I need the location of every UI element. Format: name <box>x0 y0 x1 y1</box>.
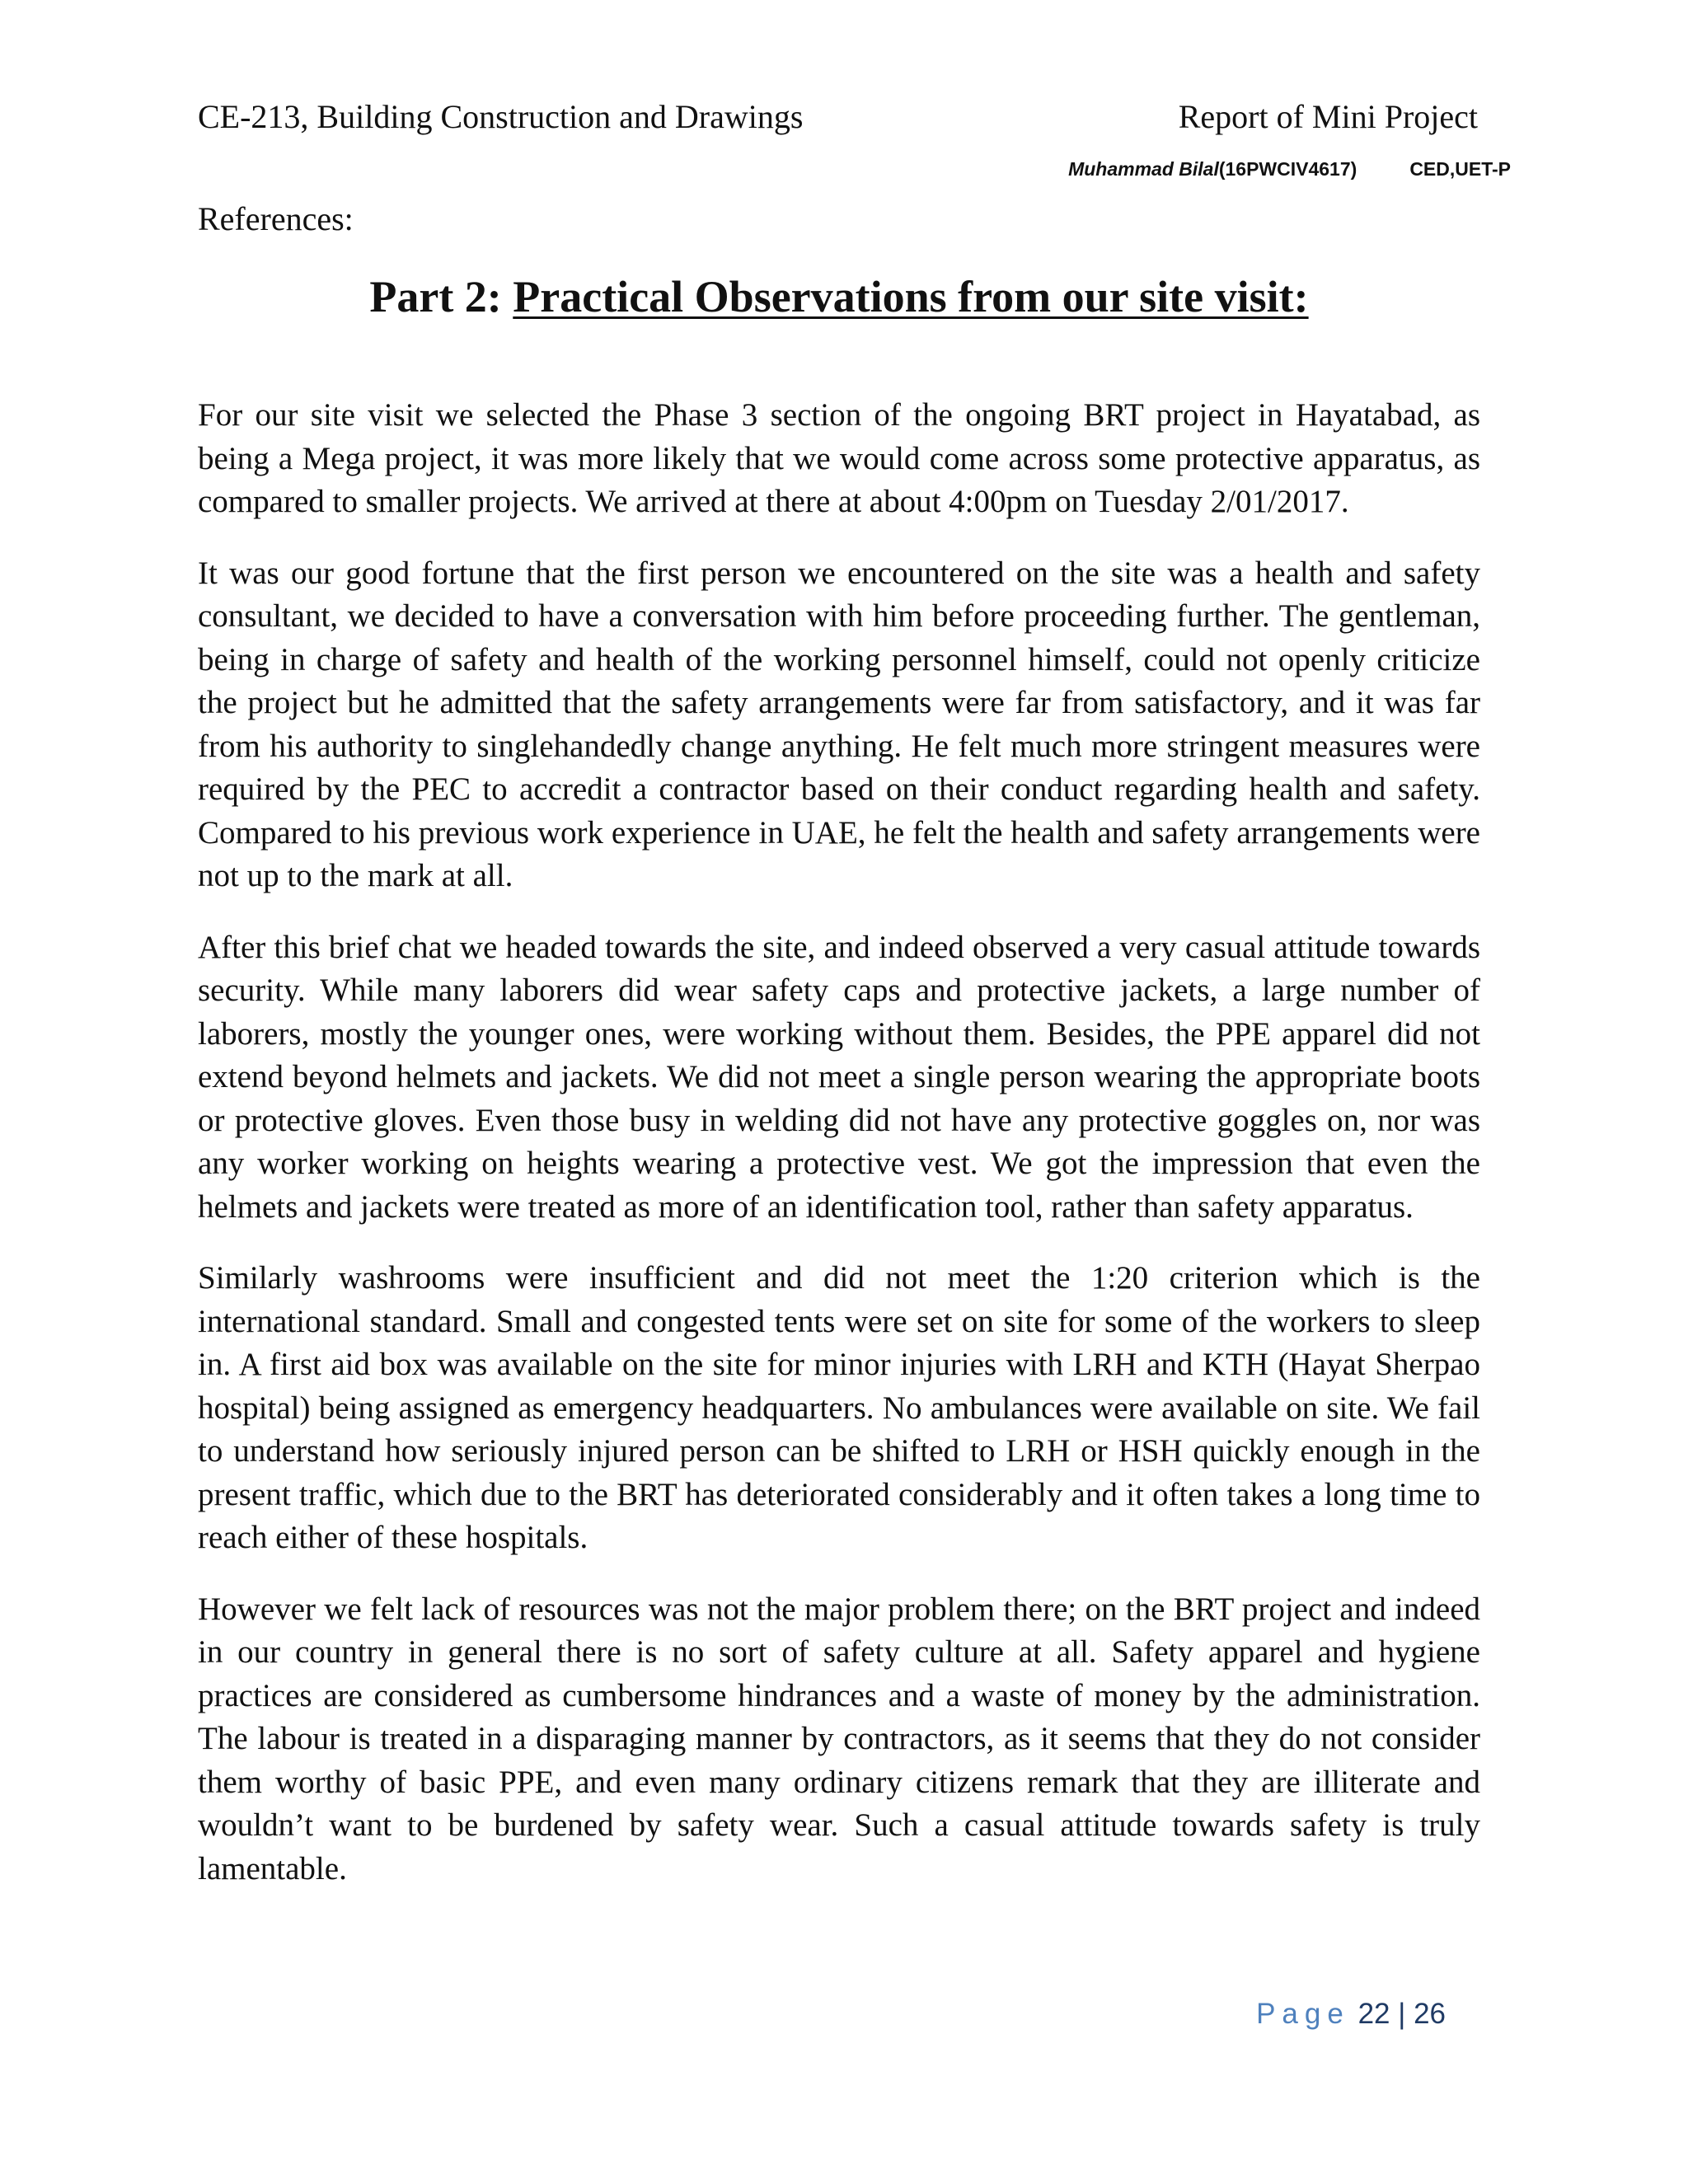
author-line <box>1068 157 1511 181</box>
body-text <box>198 394 1480 1919</box>
department: CED,UET-P <box>1409 158 1511 180</box>
section-title-main: Practical Observations from our site visit: <box>513 272 1309 321</box>
current-page: 22 <box>1357 1998 1390 2030</box>
page-number-footer <box>1256 1996 1446 2032</box>
paragraph: Similarly washrooms were insufficient and did not meet the 1:20 criterion which is the international standard. Small and congested tents were set on site for some of the workers to sleep in. A first aid box was available on the site for minor injuries with LRH and KTH (Hayat Sherpao hospital) being assigned as emergency headquarters. No ambulances were available on site. We fail to understand how seriously injured person can be shifted to LRH or HSH quickly enough in the present traffic, which due to the BRT has deteriorated considerably and it often takes a long time to reach either of these hospitals. <box>198 1260 1480 1555</box>
paragraph: However we felt lack of resources was not the major problem there; on the BRT project and indeed in our country in general there is no sort of safety culture at all. Safety apparel and hygiene practices are considered as cumbersome hindrances and a waste of money by the administration. The labour is treated in a disparaging manner by contractors, as it seems that they do not consider them worthy of basic PPE, and even many ordinary citizens remark that they are illiterate and wouldn’t want to be burdened by safety wear. Such a casual attitude towards safety is truly lamentable. <box>198 1591 1480 1886</box>
total-pages: 26 <box>1414 1998 1446 2030</box>
paragraph: After this brief chat we headed towards the site, and indeed observed a very casual attitude towards security. While many laborers did wear safety caps and protective jackets, a large number of laborers, mostly the younger ones, were working without them. Besides, the PPE apparel did not extend beyond helmets and jackets. We did not meet a single person wearing the appropriate boots or protective gloves. Even those busy in welding did not have any protective goggles on, nor was any worker working on heights wearing a protective vest. We got the impression that even the helmets and jackets were treated as more of an identification tool, rather than safety apparatus. <box>198 929 1480 1225</box>
paragraph: For our site visit we selected the Phase 3 section of the ongoing BRT project in Hayatabad, as being a Mega project, it was more likely that we would come across some protective apparatus, as compared to smaller projects. We arrived at there at about 4:00pm on Tuesday 2/01/2017. <box>198 397 1480 519</box>
header-course: CE-213, Building Construction and Drawings <box>198 98 804 135</box>
author-info <box>1068 157 1357 181</box>
author-name: Muhammad Bilal <box>1068 158 1219 180</box>
references-label: References: <box>198 200 354 237</box>
section-title-prefix: Part 2: <box>369 272 513 321</box>
page-word: Page <box>1256 1998 1350 2030</box>
page-separator: | <box>1398 1998 1406 2030</box>
paragraph: It was our good fortune that the first person we encountered on the site was a health and safety consultant, we decided to have a conversation with him before proceeding further. The gentleman, being in charge of safety and health of the working personnel himself, could not openly criticize the project but he admitted that the safety arrangements were far from satisfactory, and it was far from his authority to singlehandedly change anything. He felt much more stringent measures were required by the PEC to accredit a contractor based on their conduct regarding health and safety. Compared to his previous work experience in UAE, he felt the health and safety arrangements were not up to the mark at all. <box>198 555 1480 893</box>
header-report-title: Report of Mini Project <box>1178 98 1478 135</box>
section-title <box>198 268 1480 326</box>
author-id: (16PWCIV4617) <box>1218 158 1357 180</box>
